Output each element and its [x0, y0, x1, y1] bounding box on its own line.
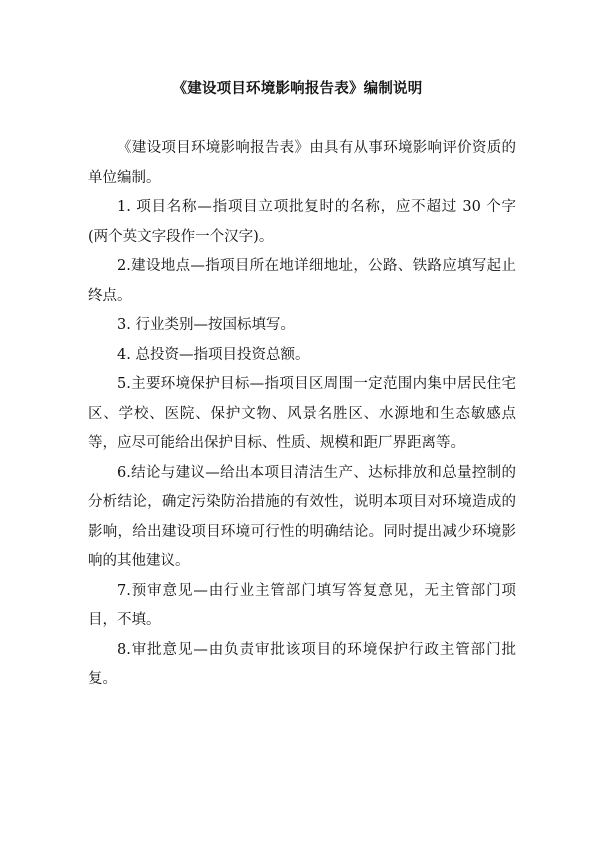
document-body — [88, 134, 516, 695]
item-project-name: 1. 项目名称—指项目立项批复时的名称，应不超过 30 个字(两个英文字段作一个汉字)。 — [88, 199, 516, 245]
document-title: 《建设项目环境影响报告表》编制说明 — [172, 81, 423, 97]
item-total-investment: 4. 总投资—指项目投资总额。 — [117, 346, 310, 363]
intro-paragraph: 《建设项目环境影响报告表》由具有从事环境影响评价资质的单位编制。 — [88, 140, 516, 186]
item-protection-targets: 5.主要环境保护目标—指项目区周围一定范围内集中居民住宅区、学校、医院、保护文物、风景名胜区、水源地和生态敏感点等，应尽可能给出保护目标、性质、规模和距厂界距离等。 — [88, 376, 516, 451]
item-construction-site: 2.建设地点—指项目所在地详细地址，公路、铁路应填写起止终点。 — [88, 258, 516, 304]
item-conclusions: 6.结论与建议—给出本项目清洁生产、达标排放和总量控制的分析结论，确定污染防治措施的有效性，说明本项目对环境造成的影响，给出建设项目环境可行性的明确结论。同时提出减少环境影响的其他建议。 — [88, 464, 516, 569]
item-industry-category: 3. 行业类别—按国标填写。 — [117, 317, 295, 333]
item-pre-review: 7.预审意见—由行业主管部门填写答复意见，无主管部门项目，不填。 — [88, 582, 516, 628]
item-approval: 8.审批意见—由负责审批该项目的环境保护行政主管部门批复。 — [88, 641, 516, 687]
